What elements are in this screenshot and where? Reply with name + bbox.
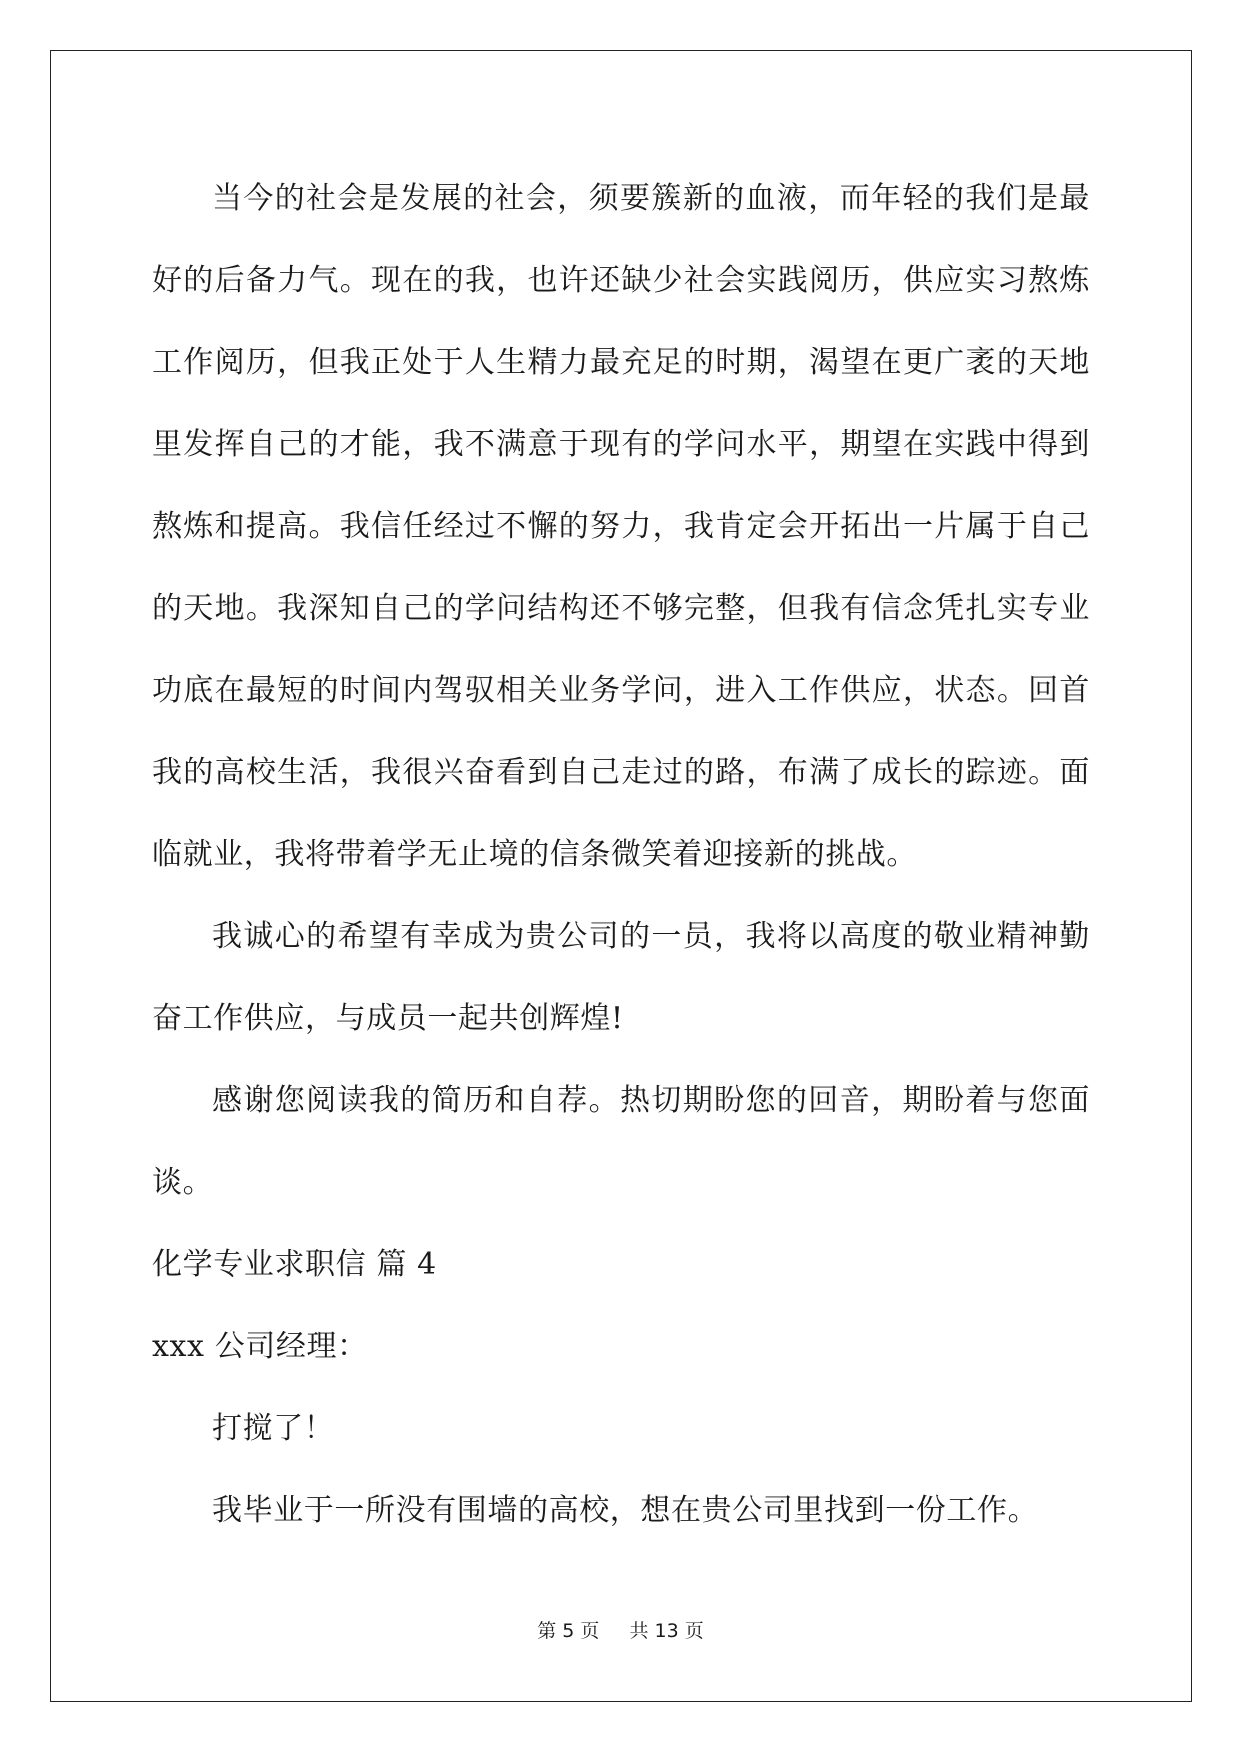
page-footer xyxy=(0,1616,1241,1643)
paragraph-1: 当今的社会是发展的社会，须要簇新的血液，而年轻的我们是最好的后备力气。现在的我，也许还缺少社会实践阅历，供应实习熬炼工作阅历，但我正处于人生精力最充足的时期，渴望在更广袤的天地里发挥自己的才能，我不满意于现有的学问水平，期望在实践中得到熬炼和提高。我信任经过不懈的努力，我肯定会开拓出一片属于自己的天地。我深知自己的学问结构还不够完整，但我有信念凭扎实专业功底在最短的时间内驾驭相关业务学问，进入工作供应，状态。回首我的高校生活，我很兴奋看到自己走过的路，布满了成长的踪迹。面临就业，我将带着学无止境的信条微笑着迎接新的挑战。 xyxy=(152,181,1090,872)
section-title: 化学专业求职信 篇 4 xyxy=(152,1247,437,1282)
greeting: 打搅了！ xyxy=(212,1411,335,1446)
paragraph-3: 感谢您阅读我的简历和自荐。热切期盼您的回音，期盼着与您面谈。 xyxy=(152,1083,1090,1200)
salutation: xxx 公司经理： xyxy=(152,1329,368,1364)
document-body xyxy=(152,158,1090,1552)
page-total: 共 13 页 xyxy=(629,1620,704,1642)
opening-line: 我毕业于一所没有围墙的高校，想在贵公司里找到一份工作。 xyxy=(212,1493,1039,1528)
paragraph-2: 我诚心的希望有幸成为贵公司的一员，我将以高度的敬业精神勤奋工作供应，与成员一起共创辉煌! xyxy=(152,919,1090,1036)
page-number: 第 5 页 xyxy=(537,1620,600,1642)
